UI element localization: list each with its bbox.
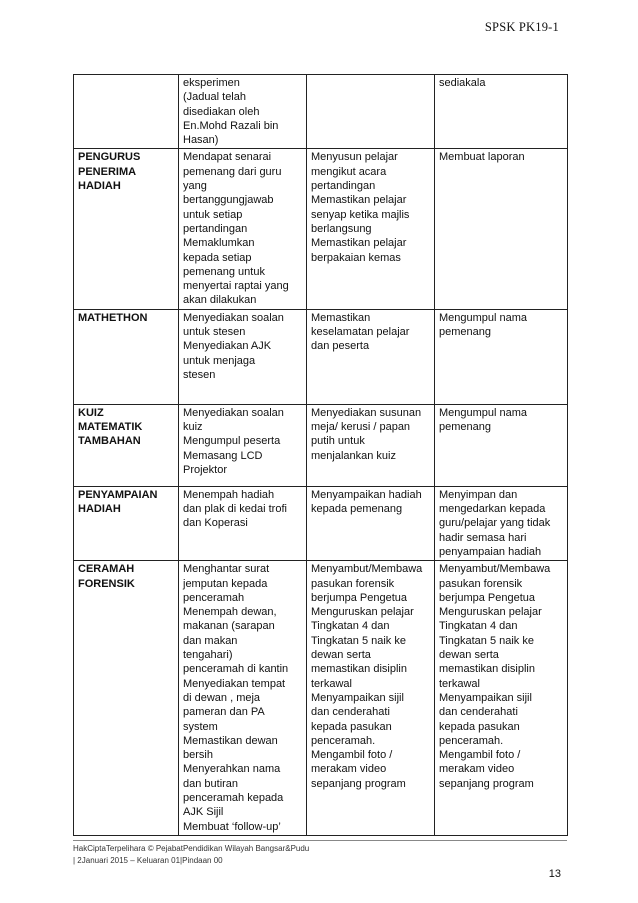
cell-text-line: Memastikan dewan [183, 734, 278, 747]
task-cell-before [179, 75, 307, 149]
cell-text-line: merakam video [311, 763, 387, 776]
cell-text-line: menyertai raptai yang [183, 280, 289, 293]
cell-text-line: kepada setiap [183, 251, 252, 264]
activity-cell [74, 149, 179, 309]
cell-text-line: stesen [183, 368, 216, 381]
cell-text-line: Mengumpul nama [439, 311, 528, 324]
cell-text-line: pertandingan [311, 180, 376, 193]
cell-text-line: yang [183, 180, 207, 193]
cell-text-line: Mengumpul peserta [183, 435, 281, 448]
cell-text-line: Hasan) [183, 134, 219, 147]
task-cell-after [435, 486, 568, 560]
cell-text-line: pasukan forensik [311, 577, 395, 590]
activity-cell [74, 404, 179, 486]
cell-text-line: di dewan , meja [183, 691, 261, 704]
cell-text-line: Membuat ‘follow-up’ [183, 820, 281, 833]
cell-text-line: keselamatan pelajar [311, 326, 410, 339]
cell-text-line: Memaklumkan [183, 237, 255, 250]
cell-text-line: berjumpa Pengetua [311, 591, 408, 604]
page-number: 13 [548, 868, 561, 880]
cell-text-line: menjalankan kuiz [311, 449, 396, 462]
cell-text-line: HADIAH [78, 180, 121, 193]
cell-text-line: kuiz [183, 421, 203, 434]
table-row [74, 309, 568, 404]
cell-text-line: Menyampaikan sijil [439, 691, 532, 704]
cell-text-line: Mengambil foto / [311, 749, 393, 762]
task-cell-before [179, 309, 307, 404]
cell-text-line: dan cenderahati [439, 706, 518, 719]
cell-text-line: memastikan disiplin [311, 663, 407, 676]
task-cell-after [435, 149, 568, 309]
cell-text-line: Tingkatan 4 dan [311, 620, 390, 633]
cell-text-line: mengedarkan kepada [439, 503, 546, 516]
cell-text-line: Tingkatan 5 naik ke [311, 634, 406, 647]
cell-text-line: Membuat laporan [439, 151, 525, 164]
footer-issue-info: | 2Januari 2015 – Keluaran 01|Pindaan 00 [73, 856, 223, 865]
cell-text-line: dan makan [183, 634, 238, 647]
cell-text-line: pemenang [439, 421, 491, 434]
cell-text-line: mengikut acara [311, 165, 387, 178]
cell-text-line: Tingkatan 4 dan [439, 620, 518, 633]
cell-text-line: dan cenderahati [311, 706, 390, 719]
cell-text-line: Menyediakan soalan [183, 311, 284, 324]
cell-text-line: Menghantar surat [183, 563, 270, 576]
activity-cell [74, 75, 179, 149]
cell-text-line: Menyerahkan nama [183, 763, 281, 776]
cell-text-line: kepada pasukan [311, 720, 392, 733]
cell-text-line: bertanggungjawab [183, 194, 274, 207]
cell-text-line: Tingkatan 5 naik ke [439, 634, 534, 647]
activity-cell [74, 309, 179, 404]
task-cell-before [179, 486, 307, 560]
cell-text-line: En.Mohd Razali bin [183, 119, 279, 132]
cell-text-line: Memastikan pelajar [311, 237, 407, 250]
cell-text-line: penyampaian hadiah [439, 545, 542, 558]
task-cell-before [179, 149, 307, 309]
task-cell-during [307, 309, 435, 404]
cell-text-line: makanan (sarapan [183, 620, 275, 633]
cell-text-line: HADIAH [78, 503, 121, 516]
cell-text-line: system [183, 720, 218, 733]
cell-text-line: pasukan forensik [439, 577, 523, 590]
cell-text-line: berpakaian kemas [311, 251, 401, 264]
cell-text-line: MATEMATIK [78, 421, 143, 434]
table-row [74, 486, 568, 560]
task-cell-during [307, 75, 435, 149]
activity-cell [74, 486, 179, 560]
cell-text-line: merakam video [439, 763, 515, 776]
cell-text-line: penceramah. [311, 734, 376, 747]
cell-text-line: sepanjang program [439, 777, 534, 790]
cell-text-line: Menempah dewan, [183, 606, 277, 619]
cell-text-line: TAMBAHAN [78, 435, 141, 448]
cell-text-line: Projektor [183, 463, 228, 476]
document-code: SPSK PK19-1 [484, 20, 559, 34]
cell-text-line: Mengumpul nama [439, 406, 528, 419]
task-cell-after [435, 75, 568, 149]
table-row [74, 75, 568, 149]
task-cell-after [435, 404, 568, 486]
cell-text-line: hadir semasa hari [439, 531, 527, 544]
task-cell-during [307, 486, 435, 560]
cell-text-line: KUIZ [78, 406, 104, 419]
cell-text-line: penceramah [183, 591, 245, 604]
cell-text-line: penceramah. [439, 734, 504, 747]
cell-text-line: MATHETHON [78, 311, 148, 324]
cell-text-line: senyap ketika majlis [311, 208, 410, 221]
task-cell-during [307, 149, 435, 309]
task-cell-during [307, 561, 435, 836]
cell-text-line: putih untuk [311, 435, 365, 448]
cell-text-line: (Jadual telah [183, 91, 246, 104]
cell-text-line: Mendapat senarai [183, 151, 272, 164]
cell-text-line: dan plak di kedai trofi [183, 503, 287, 516]
cell-text-line: dan butiran [183, 777, 239, 790]
task-cell-after [435, 561, 568, 836]
cell-text-line: AJK Sijil [183, 806, 224, 819]
committee-duties-table [73, 74, 568, 836]
task-cell-during [307, 404, 435, 486]
cell-text-line: Menyediakan AJK [183, 340, 272, 353]
cell-text-line: Menyampaikan hadiah [311, 488, 422, 501]
cell-text-line: dan Koperasi [183, 517, 248, 530]
cell-text-line: Mengambil foto / [439, 749, 521, 762]
cell-text-line: pertandingan [183, 222, 248, 235]
activity-cell [74, 561, 179, 836]
cell-text-line: kepada pemenang [311, 503, 403, 516]
cell-text-line: sepanjang program [311, 777, 406, 790]
task-cell-after [435, 309, 568, 404]
cell-text-line: sediakala [439, 77, 486, 89]
cell-text-line: Menguruskan pelajar [311, 606, 414, 619]
cell-text-line: dewan serta [439, 649, 499, 662]
cell-text-line: Menempah hadiah [183, 488, 275, 501]
cell-text-line: berjumpa Pengetua [439, 591, 536, 604]
cell-text-line: guru/pelajar yang tidak [439, 517, 551, 530]
cell-text-line: meja/ kerusi / papan [311, 421, 411, 434]
task-cell-before [179, 404, 307, 486]
cell-text-line: Memastikan [311, 311, 371, 324]
cell-text-line: Menyediakan soalan [183, 406, 284, 419]
task-cell-before [179, 561, 307, 836]
cell-text-line: Memastikan pelajar [311, 194, 407, 207]
cell-text-line: terkawal [311, 677, 352, 690]
cell-text-line: Menyimpan dan [439, 488, 518, 501]
cell-text-line: disediakan oleh [183, 105, 260, 118]
cell-text-line: dan peserta [311, 340, 370, 353]
cell-text-line: FORENSIK [78, 577, 135, 590]
cell-text-line: dewan serta [311, 649, 371, 662]
cell-text-line: penceramah kepada [183, 791, 284, 804]
cell-text-line: akan dilakukan [183, 294, 257, 307]
table-row [74, 404, 568, 486]
cell-text-line: pemenang [439, 326, 491, 339]
cell-text-line: Menyusun pelajar [311, 151, 398, 164]
cell-text-line: penceramah di kantin [183, 663, 289, 676]
cell-text-line: PENYAMPAIAN [78, 488, 158, 501]
cell-text-line: Menguruskan pelajar [439, 606, 542, 619]
cell-text-line: berlangsung [311, 222, 372, 235]
cell-text-line: jemputan kepada [183, 577, 268, 590]
cell-text-line: eksperimen [183, 77, 240, 89]
cell-text-line: pemenang dari guru [183, 165, 282, 178]
cell-text-line: untuk menjaga [183, 354, 256, 367]
cell-text-line: Menyampaikan sijil [311, 691, 404, 704]
table-row [74, 149, 568, 309]
cell-text-line: Menyambut/Membawa [439, 563, 551, 576]
cell-text-line: Menyediakan susunan [311, 406, 422, 419]
cell-text-line: tengahari) [183, 649, 233, 662]
cell-text-line: Memasang LCD [183, 449, 263, 462]
cell-text-line: pameran dan PA [183, 706, 265, 719]
footer-divider [73, 840, 567, 841]
cell-text-line: untuk stesen [183, 326, 246, 339]
cell-text-line: untuk setiap [183, 208, 243, 221]
cell-text-line: Menyediakan tempat [183, 677, 286, 690]
cell-text-line: terkawal [439, 677, 480, 690]
footer-copyright: HakCiptaTerpelihara © PejabatPendidikan Wilayah Bangsar&Pudu [73, 844, 310, 853]
cell-text-line: pemenang untuk [183, 265, 265, 278]
cell-text-line: Menyambut/Membawa [311, 563, 423, 576]
cell-text-line: PENGURUS [78, 151, 141, 164]
cell-text-line: memastikan disiplin [439, 663, 535, 676]
cell-text-line: CERAMAH [78, 563, 135, 576]
table-row [74, 561, 568, 836]
cell-text-line: PENERIMA [78, 165, 137, 178]
cell-text-line: kepada pasukan [439, 720, 520, 733]
cell-text-line: bersih [183, 749, 213, 762]
